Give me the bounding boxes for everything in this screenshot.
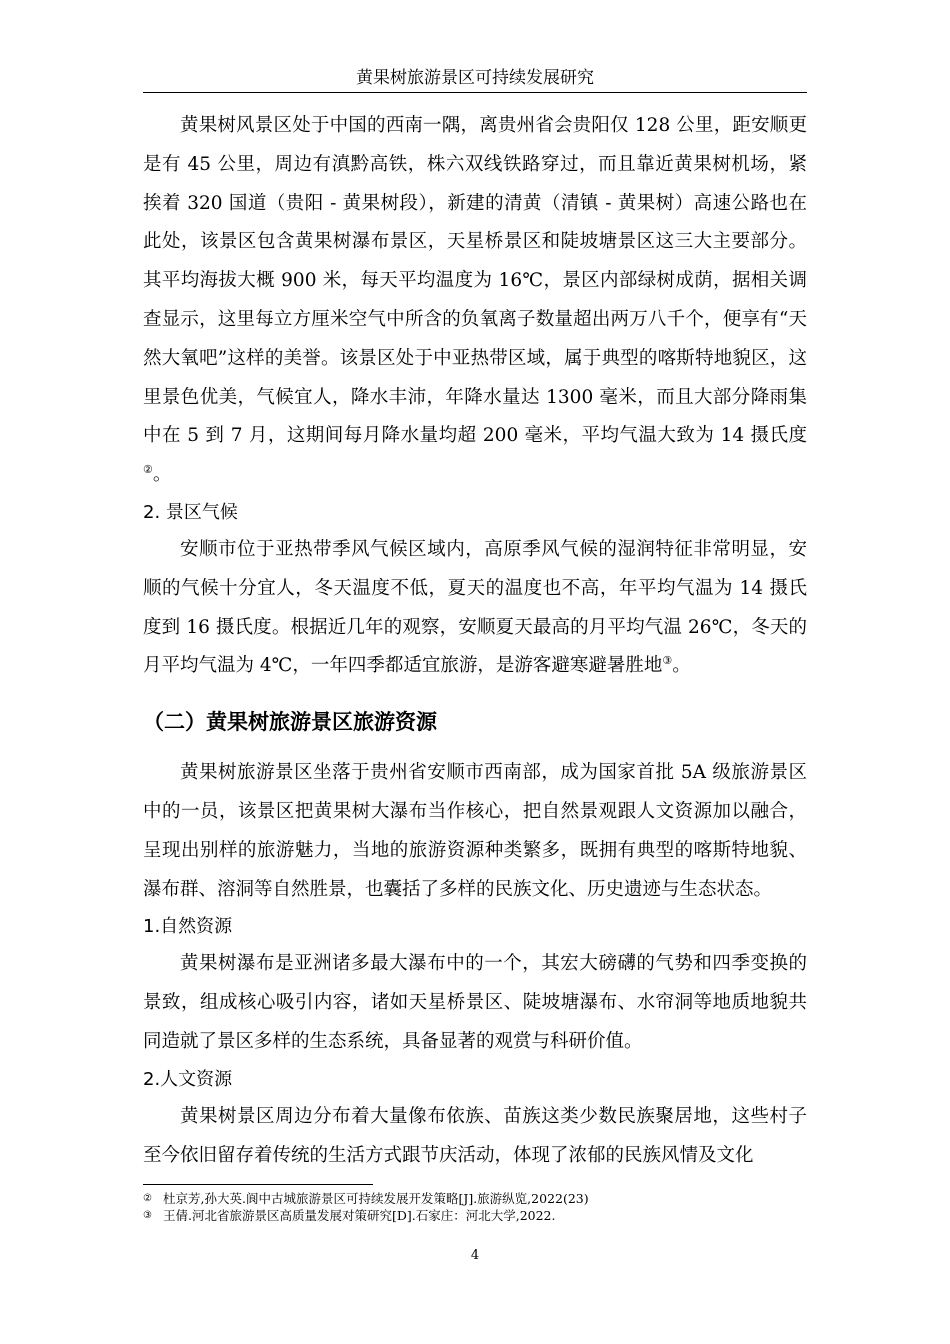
footnote-mark: ③	[143, 1210, 152, 1221]
paragraph-resources: 黄果树旅游景区坐落于贵州省安顺市西南部，成为国家首批 5A 级旅游景区中的一员，该景区把黄果树大瀑布当作核心，把自然景观跟人文资源加以融合，呈现出别样的旅游魅力，当地的旅游资源种类繁多，既拥有典型的喀斯特地貌、瀑布群、溶洞等自然胜景，也囊括了多样的民族文化、历史遗迹与生态状态。	[143, 762, 807, 900]
paragraph-text: 黄果树风景区处于中国的西南一隅，离贵州省会贵阳仅 128 公里，距安顺更是有 45 公里，周边有滇黔高铁，株六双线铁路穿过，而且靠近黄果树机场，紧挨着 320 国道（贵阳 - 黄果树段），新建的清黄（清镇 - 黄果树）高速公路也在此处，该景区包含黄果树瀑布景区，天星桥景区和陡坡塘景区这三大主要部分。其平均海拔大概 900 米，每天平均温度为 16℃，景区内部绿树成荫，据相关调查显示，这里每立方厘米空气中所含的负氧离子数量超出两万八千个，便享有“天然大氧吧”这样的美誉。该景区处于中亚热带区域，属于典型的喀斯特地貌区，这里景色优美，气候宜人，降水丰沛，年降水量达 1300 毫米，而且大部分降雨集中在 5 到 7 月，这期间每月降水量均超 200 毫米，平均气温大致为 14 摄氏度	[143, 115, 807, 447]
running-header: 黄果树旅游景区可持续发展研究	[356, 68, 594, 88]
paragraph-climate	[143, 531, 807, 686]
paragraph-text: 安顺市位于亚热带季风气候区域内，高原季风气候的湿润特征非常明显，安顺的气候十分宜人，冬天温度不低，夏天的温度也不高，年平均气温为 14 摄氏度到 16 摄氏度。根据近几年的观察，安顺夏天最高的月平均气温 26℃，冬天的月平均气温为 4℃，一年四季都适宜旅游，是游客避寒避暑胜地	[143, 538, 807, 677]
subheading-climate: 2. 景区气候	[143, 501, 238, 523]
paragraph-nature: 黄果树瀑布是亚洲诸多最大瀑布中的一个，其宏大磅礴的气势和四季变换的景致，组成核心吸引内容，诸如天星桥景区、陡坡塘瀑布、水帘洞等地质地貌共同造就了景区多样的生态系统，具备显著的观赏与科研价值。	[143, 953, 807, 1052]
paragraph-culture: 黄果树景区周边分布着大量像布依族、苗族这类少数民族聚居地，这些村子至今依旧留存着传统的生活方式跟节庆活动，体现了浓郁的民族风情及文化	[143, 1105, 807, 1166]
footnotes	[143, 1190, 807, 1224]
footnote-mark: ②	[143, 1193, 152, 1204]
page-number: 4	[470, 1248, 480, 1263]
section-heading: （二）黄果树旅游景区旅游资源	[143, 710, 437, 735]
subheading-culture: 2.人文资源	[143, 1068, 233, 1090]
footnote-divider	[143, 1184, 373, 1185]
header-divider	[143, 92, 807, 93]
footnote	[143, 1190, 807, 1207]
subheading-nature: 1.自然资源	[143, 916, 233, 938]
paragraph-location	[143, 107, 807, 495]
footnote-text: 杜京芳,孙大英.阆中古城旅游景区可持续发展开发策略[J].旅游纵览,2022(23)	[163, 1191, 589, 1206]
footnote	[143, 1207, 807, 1224]
footnote-ref[interactable]: ③	[662, 654, 673, 668]
page-body	[143, 107, 807, 1175]
footnote-ref[interactable]: ②	[143, 463, 153, 477]
paragraph-end: 。	[152, 464, 172, 486]
paragraph-end: 。	[672, 655, 691, 677]
footnote-text: 王倩.河北省旅游景区高质量发展对策研究[D].石家庄：河北大学,2022.	[163, 1208, 556, 1223]
